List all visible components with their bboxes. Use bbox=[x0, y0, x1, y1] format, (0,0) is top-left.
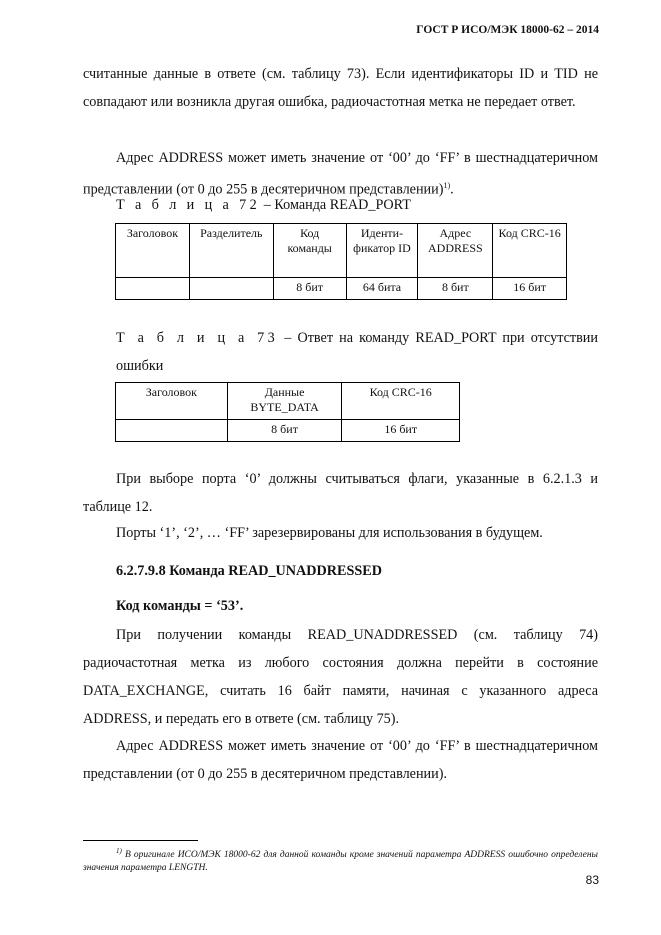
table-73-value-row bbox=[116, 420, 460, 442]
paragraph-6: Адрес ADDRESS может иметь значение от ‘00’ до ‘FF’ в шестнадцатеричном представлении (от 0 до 255 в десятеричном представлении). bbox=[83, 738, 598, 782]
section-heading: 6.2.7.9.8 Команда READ_UNADDRESSED bbox=[116, 563, 382, 579]
table-72 bbox=[115, 223, 567, 300]
paragraph-2-text: Адрес ADDRESS может иметь значение от ‘00’ до ‘FF’ в шестнадцатеричном представлении (от 0 до 255 в десятеричном представлении) bbox=[83, 150, 598, 198]
table-72-cell bbox=[116, 278, 190, 300]
table-73-caption bbox=[116, 324, 598, 380]
table-72-header: Заголовок bbox=[116, 224, 190, 278]
footnote-text: В оригинале ИСО/МЭК 18000-62 для данной команды кроме значений параметра ADDRESS ошибочно определены значения параметра LENGTH. bbox=[83, 850, 598, 874]
table-72-title: – Команда READ_PORT bbox=[260, 197, 411, 213]
table-72-caption bbox=[116, 197, 411, 214]
table-72-header-row bbox=[116, 224, 567, 278]
table-72-cell: 64 бита bbox=[346, 278, 418, 300]
table-73-cell: 16 бит bbox=[342, 420, 460, 442]
table-73-header: Данные BYTE_DATA bbox=[227, 383, 342, 420]
table-72-cell: 16 бит bbox=[493, 278, 567, 300]
table-72-cell bbox=[189, 278, 273, 300]
table-72-cell: 8 бит bbox=[418, 278, 493, 300]
page-number: 83 bbox=[585, 873, 599, 887]
footnote bbox=[83, 845, 598, 875]
table-72-cell: 8 бит bbox=[273, 278, 346, 300]
paragraph-3: При выборе порта ‘0’ должны считываться флаги, указанные в 6.2.1.3 и таблице 12. bbox=[83, 471, 598, 515]
command-code: Код команды = ‘53’. bbox=[116, 598, 244, 614]
page-header: ГОСТ Р ИСО/МЭК 18000-62 – 2014 bbox=[416, 24, 599, 36]
table-73-header-row bbox=[116, 383, 460, 420]
paragraph-2 bbox=[83, 144, 598, 204]
footnote-divider bbox=[83, 840, 198, 841]
table-73 bbox=[115, 382, 460, 442]
table-72-header: Адрес ADDRESS bbox=[418, 224, 493, 278]
table-73-cell: 8 бит bbox=[227, 420, 342, 442]
table-72-header: Код команды bbox=[273, 224, 346, 278]
table-72-value-row bbox=[116, 278, 567, 300]
table-73-header: Код CRC-16 bbox=[342, 383, 460, 420]
table-72-header: Разделитель bbox=[189, 224, 273, 278]
paragraph-2-period: . bbox=[450, 181, 454, 198]
footnote-ref: 1) bbox=[443, 181, 451, 190]
paragraph-1: считанные данные в ответе (см. таблицу 73). Если идентификаторы ID и TID не совпадают или возникла другая ошибка, радиочастотная метка не передает ответ. bbox=[83, 66, 598, 110]
paragraph-4: Порты ‘1’, ‘2’, … ‘FF’ зарезервированы для использования в будущем. bbox=[116, 525, 543, 541]
table-73-label: Т а б л и ц а 73 bbox=[116, 330, 279, 346]
table-72-header: Код CRC-16 bbox=[493, 224, 567, 278]
table-72-label: Т а б л и ц а 72 bbox=[116, 197, 261, 213]
table-72-header: Иденти-фикатор ID bbox=[346, 224, 418, 278]
paragraph-5: При получении команды READ_UNADDRESSED (см. таблицу 74) радиочастотная метка из любого состояния должна перейти в состояние DATA_EXCHANGE, считать 16 байт памяти, начиная с указанного адреса ADDRESS, и передать его в ответе (см. таблицу 75). bbox=[83, 627, 598, 727]
table-73-header: Заголовок bbox=[116, 383, 228, 420]
table-73-cell bbox=[116, 420, 228, 442]
footnote-marker: 1) bbox=[116, 847, 122, 855]
table-73-title: – Ответ на команду READ_PORT при отсутствии ошибки bbox=[116, 330, 598, 374]
